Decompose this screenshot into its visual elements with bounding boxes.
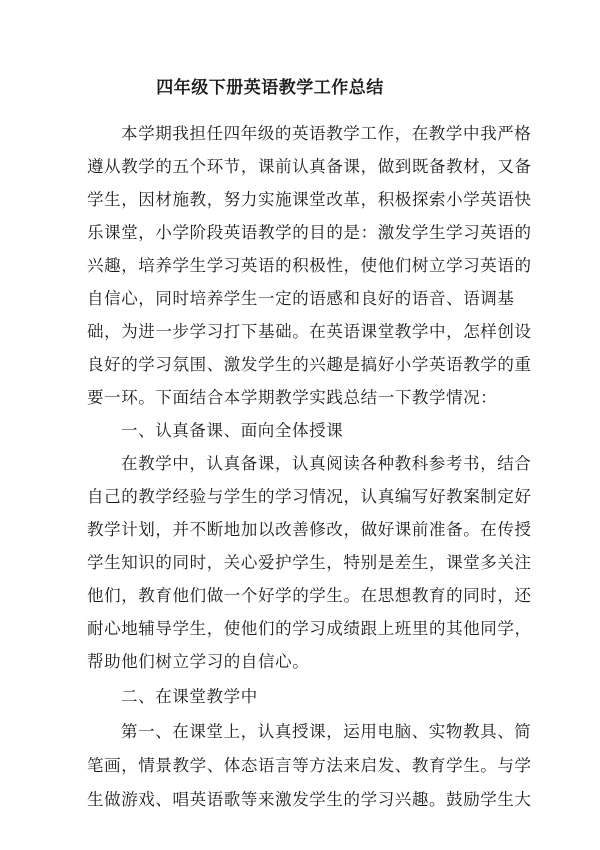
paragraph-2-line-7: 帮助他们树立学习的自信心。 [87,652,310,671]
paragraph-2-line-1: 在教学中，认真备课，认真阅读各种教科参考书，结合 [121,454,532,473]
paragraph-2-line-3: 教学计划，并不断地加以改善修改，做好课前准备。在传授 [87,520,532,539]
document-title: 四年级下册英语教学工作总结 [156,78,384,98]
paragraph-1-line-7: 础，为进一步学习打下基础。在英语课堂教学中，怎样创设 [87,322,532,341]
paragraph-2-line-5: 他们，教育他们做一个好学的学生。在思想教育的同时，还 [87,586,532,605]
section-heading-1: 一、认真备课、面向全体授课 [121,421,344,440]
paragraph-2-line-6: 耐心地辅导学生，使他们的学习成绩跟上班里的其他同学， [87,619,532,638]
paragraph-1-line-1: 本学期我担任四年级的英语教学工作，在教学中我严格 [121,124,532,143]
paragraph-1-line-8: 良好的学习氛围、激发学生的兴趣是搞好小学英语教学的重 [87,355,532,374]
paragraph-1-line-5: 兴趣，培养学生学习英语的积极性，使他们树立学习英语的 [87,256,532,275]
paragraph-2-line-2: 自己的教学经验与学生的学习情况，认真编写好教案制定好 [87,487,532,506]
paragraph-3-line-3: 生做游戏、唱英语歌等来激发学生的学习兴趣。鼓励学生大 [87,790,532,809]
paragraph-1-line-3: 学生，因材施教，努力实施课堂改革，积极探索小学英语快 [87,190,532,209]
paragraph-1-line-9: 要一环。下面结合本学期教学实践总结一下教学情况： [87,388,498,407]
paragraph-1-line-4: 乐课堂，小学阶段英语教学的目的是：激发学生学习英语的 [87,223,532,242]
paragraph-3-line-2: 笔画，情景教学、体态语言等方法来启发、教育学生。与学 [87,756,532,775]
paragraph-1-line-6: 自信心，同时培养学生一定的语感和良好的语音、语调基 [87,289,515,308]
paragraph-2-line-4: 学生知识的同时，关心爱护学生，特别是差生，课堂多关注 [87,553,532,572]
section-heading-2: 二、在课堂教学中 [121,687,258,706]
paragraph-1-line-2: 遵从教学的五个环节，课前认真备课，做到既备教材，又备 [87,157,532,176]
paragraph-3-line-1: 第一、在课堂上，认真授课，运用电脑、实物教具、简 [121,722,532,741]
